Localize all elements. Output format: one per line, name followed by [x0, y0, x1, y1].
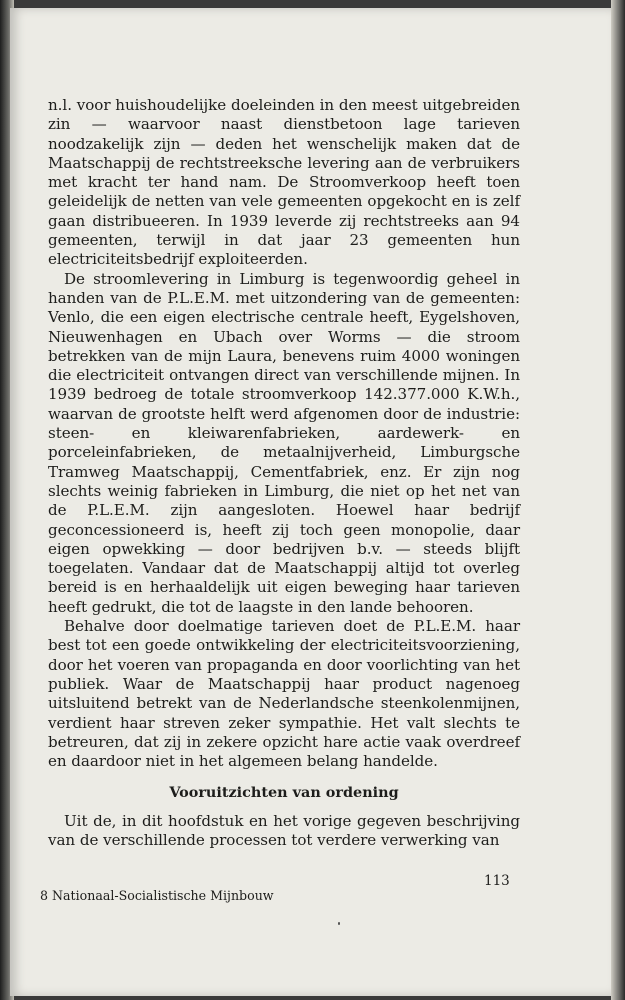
paragraph-3: Behalve door doelmatige tarieven doet de P.L.E.M. haar best tot een goede ontwikkeling der electriciteitsvoorziening, door het voeren van propaganda en door voorlichting van het publiek. Waar de Maatschappij haar product nagenoeg uitsluitend betrekt van de Nederlandsche steenkolenmijnen, verdient haar streven zeker sympathie. Het valt slechts te betreuren, dat zij in zekere opzicht hare actie vaak overdreef en daardoor niet in het algemeen belang handelde. — [48, 617, 520, 771]
section-heading: Vooruitzichten van ordening — [169, 784, 399, 802]
paragraph-2: De stroomlevering in Limburg is tegenwoordig geheel in handen van de P.L.E.M. met uitzondering van de gemeenten: Venlo, die een eigen electrische centrale heeft, Eygelshoven, Nieuwenhagen en Ubach over Worms — die stroom betrekken van de mijn Laura, benevens ruim 4000 woningen die electriciteit ontvangen direct van verschillende mijnen. In 1939 bedroeg de totale stroomverkoop 142.377.000 K.W.h., waarvan de grootste helft werd afgenomen door de industrie: steen- en kleiwarenfabrieken, aardewerk- en porceleinfabrieken, de metaalnijverheid, Limburgsche Tramweg Maatschappij, Cementfabriek, enz. Er zijn nog slechts weinig fabrieken in Limburg, die niet op het net van de P.L.E.M. zijn aangesloten. Hoewel haar bedrijf geconcessioneerd is, heeft zij toch geen monopolie, daar eigen opwekking — door bedrijven b.v. — steeds blijft toegelaten. Vandaar dat de Maatschappij altijd tot overleg bereid is en herhaaldelijk uit eigen beweging haar tarieven heeft gedrukt, die tot de laagste in den lande behooren. — [48, 269, 520, 616]
signature-line: 8 Nationaal-Socialistische Mijnbouw — [40, 888, 274, 903]
closing-paragraph: Uit de, in dit hoofdstuk en het vorige gegeven beschrijving van de verschillende processen tot verdere verwerking van — [48, 811, 520, 849]
book-page — [10, 8, 611, 996]
page-number: 113 — [484, 873, 510, 889]
ink-speck — [338, 922, 340, 925]
scan-right-edge — [611, 0, 625, 1000]
paragraph-1: n.l. voor huishoudelijke doeleinden in den meest uitgebreiden zin — waarvoor naast dienstbetoon lage tarieven noodzakelijk zijn — deden het wenschelijk maken dat de Maatschappij de rechtstreeksche levering aan de verbruikers met kracht ter hand nam. De Stroomverkoop heeft toen geleidelijk de netten van vele gemeenten opgekocht en is zelf gaan distribueeren. In 1939 leverde zij rechtstreeks aan 94 gemeenten, terwijl in dat jaar 23 gemeenten hun electriciteitsbedrijf exploiteerden. — [48, 96, 520, 269]
body-text — [48, 96, 520, 850]
